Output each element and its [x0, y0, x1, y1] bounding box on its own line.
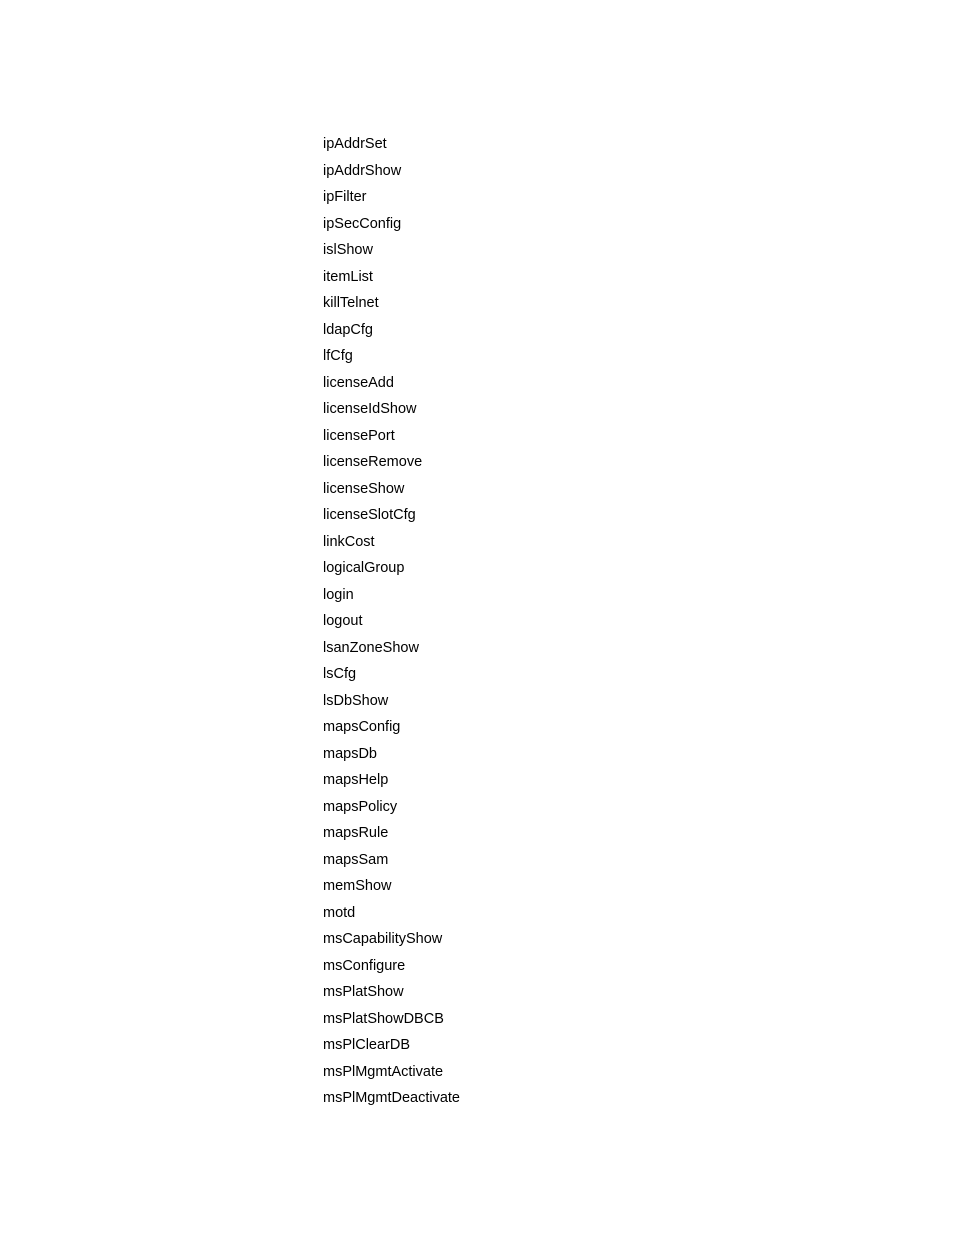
list-item: licensePort — [323, 427, 395, 444]
list-item: linkCost — [323, 533, 375, 550]
list-item: ldapCfg — [323, 321, 373, 338]
list-item: msConfigure — [323, 957, 406, 974]
list-item: itemList — [323, 268, 373, 285]
list-item: mapsHelp — [323, 772, 389, 788]
list-item: memShow — [323, 878, 392, 894]
list-item: logout — [323, 613, 363, 629]
list-item: mapsSam — [323, 851, 389, 868]
list-item: ipAddrShow — [323, 162, 402, 179]
list-item: mapsPolicy — [323, 798, 398, 815]
list-item: licenseIdShow — [323, 401, 417, 417]
list-item: msCapabilityShow — [323, 931, 443, 947]
list-item: islShow — [323, 242, 373, 258]
list-item: ipAddrSet — [323, 136, 387, 152]
command-list — [323, 131, 460, 1112]
list-item: msPlatShow — [323, 984, 404, 1000]
list-item: licenseSlotCfg — [323, 507, 416, 523]
list-item: ipSecConfig — [323, 215, 402, 232]
list-item: logicalGroup — [323, 560, 405, 576]
list-item: msPlClearDB — [323, 1037, 411, 1053]
list-item: lsCfg — [323, 666, 357, 682]
list-item: lsDbShow — [323, 692, 389, 709]
list-item: lsanZoneShow — [323, 639, 419, 656]
list-item: lfCfg — [323, 348, 353, 364]
list-item: msPlMgmtActivate — [323, 1063, 444, 1080]
list-item: killTelnet — [323, 295, 379, 311]
list-item: licenseShow — [323, 480, 405, 497]
list-item: motd — [323, 904, 356, 921]
list-item: msPlMgmtDeactivate — [323, 1090, 460, 1106]
list-item: ipFilter — [323, 189, 367, 205]
list-item: login — [323, 586, 354, 603]
list-item: licenseAdd — [323, 374, 394, 391]
list-item: msPlatShowDBCB — [323, 1010, 444, 1027]
list-item: licenseRemove — [323, 454, 423, 470]
list-item: mapsDb — [323, 745, 377, 762]
list-item: mapsRule — [323, 825, 389, 841]
list-item: mapsConfig — [323, 719, 401, 735]
